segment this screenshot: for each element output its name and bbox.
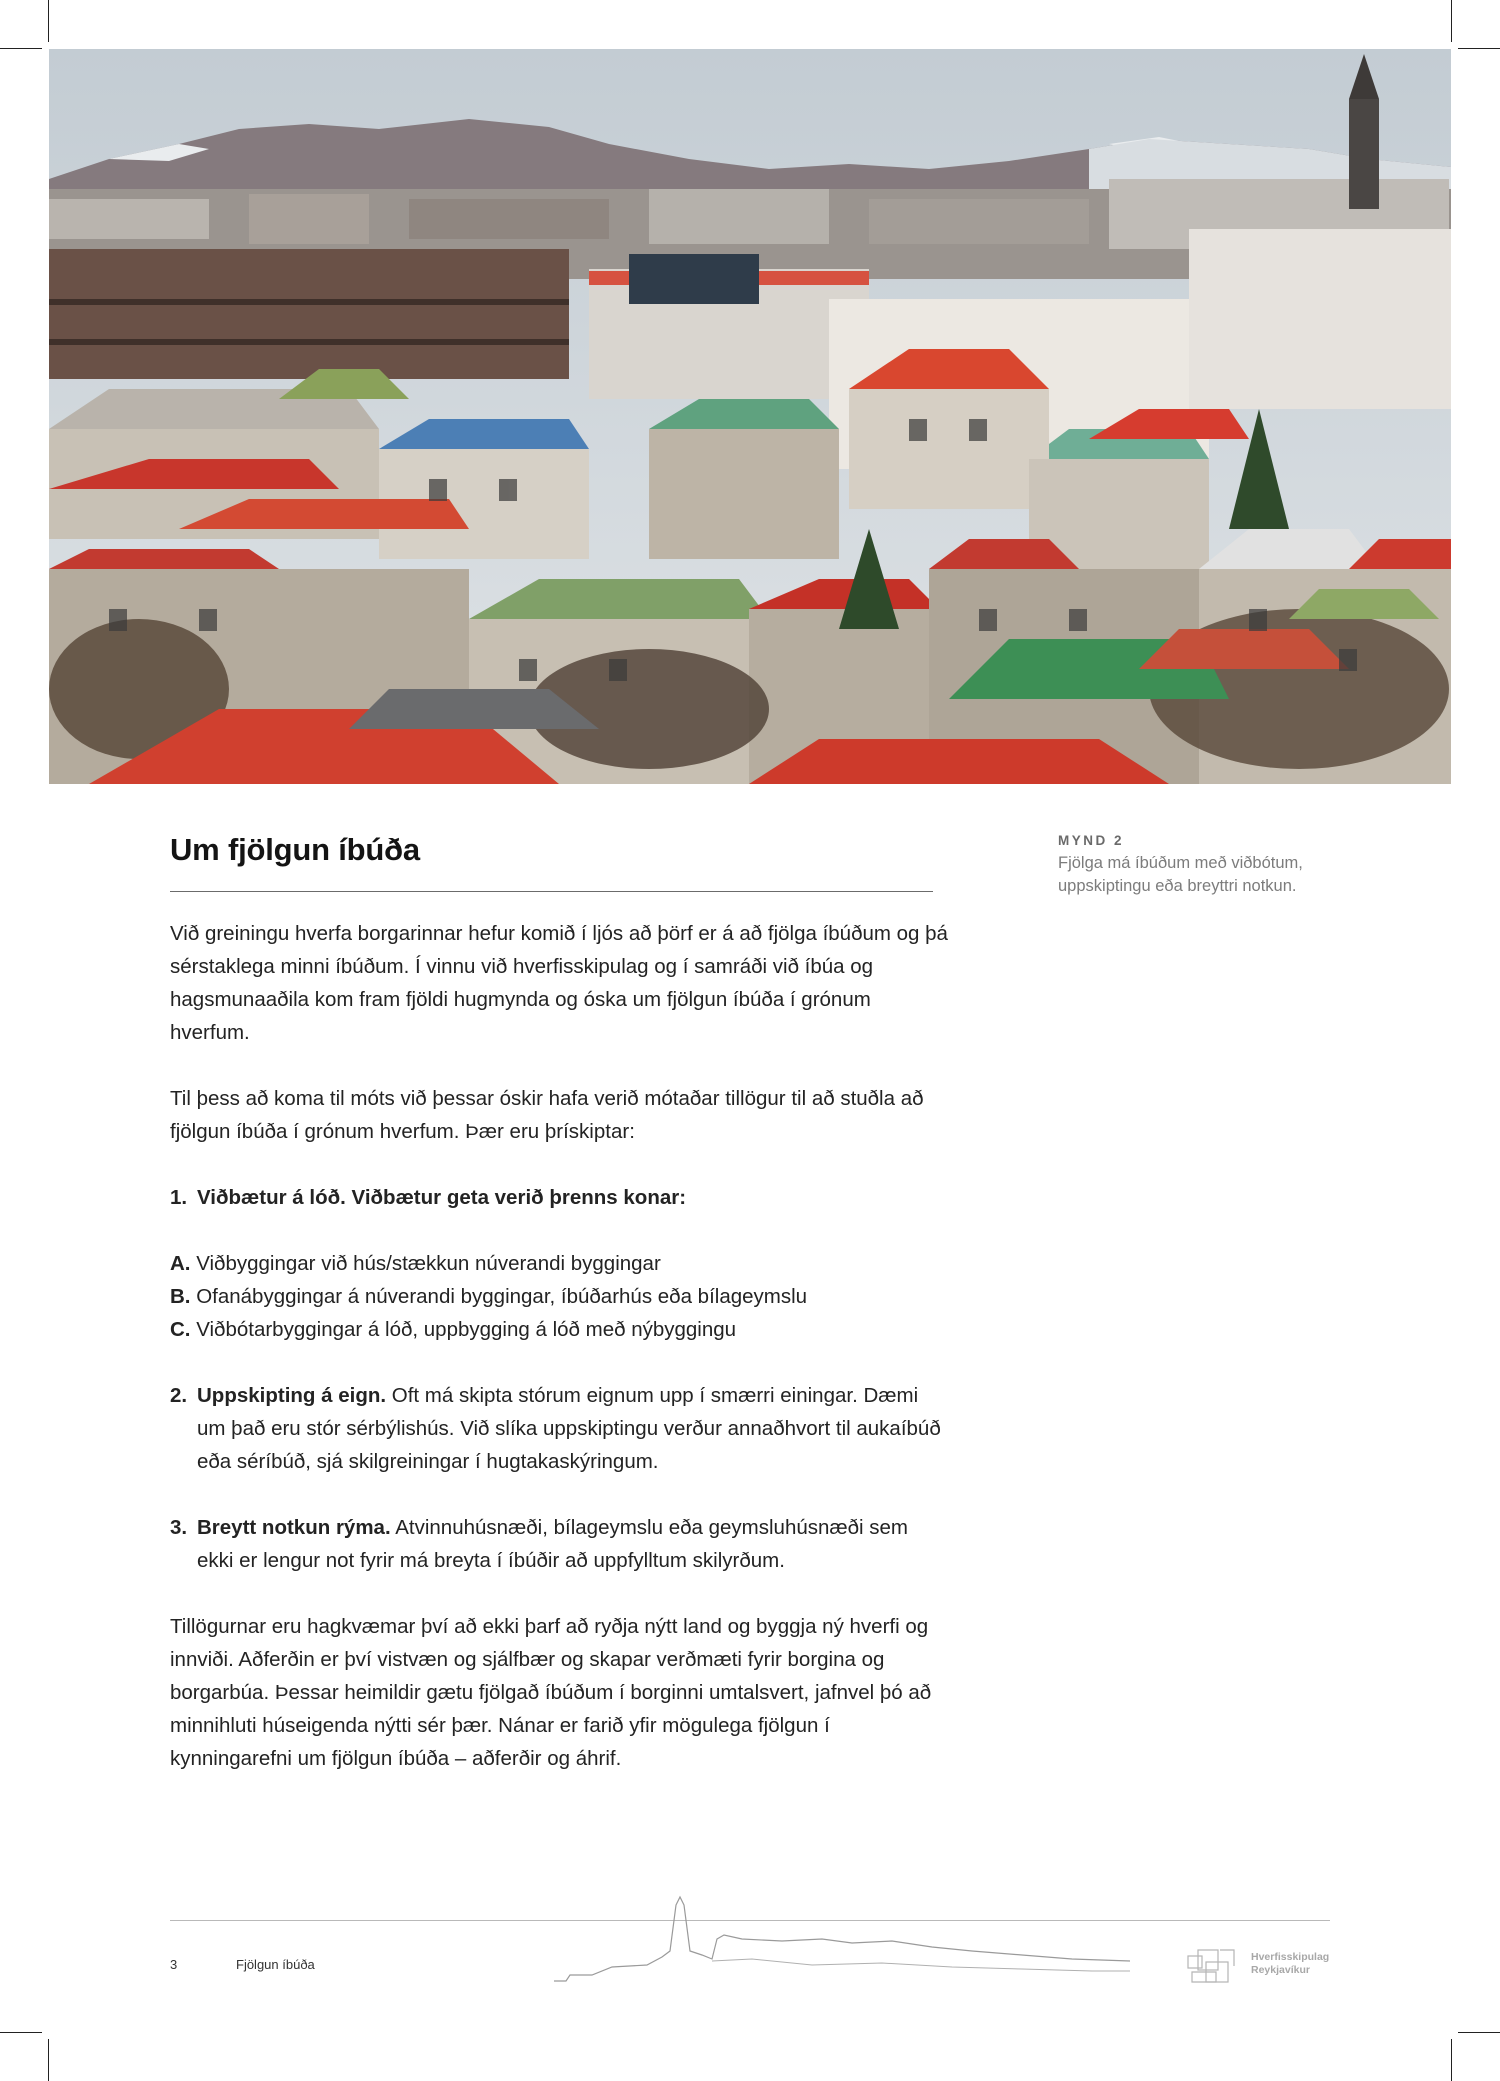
footer-title: Fjölgun íbúða: [236, 1957, 315, 1972]
sub-list-item-c: [170, 1313, 950, 1346]
list-item-1: [170, 1181, 950, 1214]
rooftops-photo: [49, 49, 1451, 784]
list-item-3: [170, 1511, 950, 1577]
caption-label: MYND 2: [1058, 833, 1125, 848]
sub-list-letter: A.: [170, 1252, 191, 1275]
sub-list-item-b: [170, 1280, 950, 1313]
sub-list-letter: C.: [170, 1318, 191, 1341]
list-item-text: Atvinnuhúsnæði, bílageymslu eða geymsluhúsnæði sem ekki er lengur not fyrir má breyta í íbúðir að uppfylltum skilyrðum.: [197, 1516, 909, 1572]
rooftops-illustration: [49, 49, 1451, 784]
sub-list-text: Ofanábyggingar á núverandi byggingar, íbúðarhús eða bílageymslu: [196, 1285, 808, 1308]
sub-list-text: Viðbyggingar við hús/stækkun núverandi byggingar: [196, 1252, 661, 1275]
list-item-text: Oft má skipta stórum eignum upp í smærri einingar. Dæmi um það eru stór sérbýlishús. Við slíka uppskiptingu verður annaðhvort til aukaíbúð eða séríbúð, sjá skilgreiningar í hugtakaskýringum.: [197, 1384, 941, 1473]
crop-mark: [0, 2032, 42, 2033]
caption-text: Fjölga má íbúðum með viðbótum, uppskiptingu eða breyttri notkun.: [1058, 854, 1303, 895]
crop-mark: [1458, 48, 1500, 49]
logo-line-2: Reykjavíkur: [1251, 1964, 1310, 1976]
body-text: [170, 917, 950, 1808]
sub-list-letter: B.: [170, 1285, 191, 1308]
list-item-number: 2.: [170, 1384, 188, 1407]
sub-list-item-a: [170, 1247, 950, 1280]
closing-paragraph: Tillögurnar eru hagkvæmar því að ekki þarf að ryðja nýtt land og byggja ný hverfi og innviði. Aðferðin er því vistvæn og sjálfbær og skapar verðmæti fyrir borgina og borgarbúa. Þessar heimildir gætu fjölgað íbúðum í borginni umtalsvert, jafnvel þó að minnihluti húseigenda nýtti sér þær. Nánar er farið yfir mögulega fjölgun í kynningarefni um fjölgun íbúða – aðferðir og áhrif.: [170, 1615, 932, 1770]
crop-mark: [1458, 2032, 1500, 2033]
logo-line-1: Hverfisskipulag: [1251, 1951, 1330, 1963]
list-item-bold: Uppskipting á eign.: [197, 1384, 387, 1407]
page-number: 3: [170, 1957, 178, 1972]
figure-caption: [1058, 829, 1358, 898]
skyline-outline-icon: [552, 1895, 1132, 1985]
sub-list: [170, 1247, 950, 1346]
list-item-bold: Viðbætur á lóð. Viðbætur geta verið þrenns konar:: [197, 1186, 687, 1209]
list-item-2: [170, 1379, 950, 1478]
second-paragraph: Til þess að koma til móts við þessar óskir hafa verið mótaðar tillögur til að stuðla að fjölgun íbúða í grónum hverfum. Þær eru þrískiptar:: [170, 1087, 924, 1143]
sub-list-text: Viðbótarbyggingar á lóð, uppbygging á lóð með nýbyggingu: [196, 1318, 737, 1341]
list-item-number: 3.: [170, 1516, 188, 1539]
list-item-number: 1.: [170, 1186, 188, 1209]
crop-mark: [48, 2039, 49, 2081]
list-item-bold: Breytt notkun rýma.: [197, 1516, 391, 1539]
crop-mark: [1451, 0, 1452, 42]
logo-text: [1251, 1951, 1329, 1977]
heading-divider: [170, 891, 933, 892]
crop-mark: [0, 48, 42, 49]
crop-mark: [1451, 2039, 1452, 2081]
crop-mark: [48, 0, 49, 42]
intro-paragraph: Við greiningu hverfa borgarinnar hefur komið í ljós að þörf er á að fjölga íbúðum og þá sérstaklega minni íbúðum. Í vinnu við hverfisskipulag og í samráði við íbúa og hagsmunaaðila kom fram fjöldi hugmynda og óska um fjölgun íbúða í grónum hverfum.: [170, 922, 948, 1044]
section-heading: Um fjölgun íbúða: [170, 832, 420, 867]
